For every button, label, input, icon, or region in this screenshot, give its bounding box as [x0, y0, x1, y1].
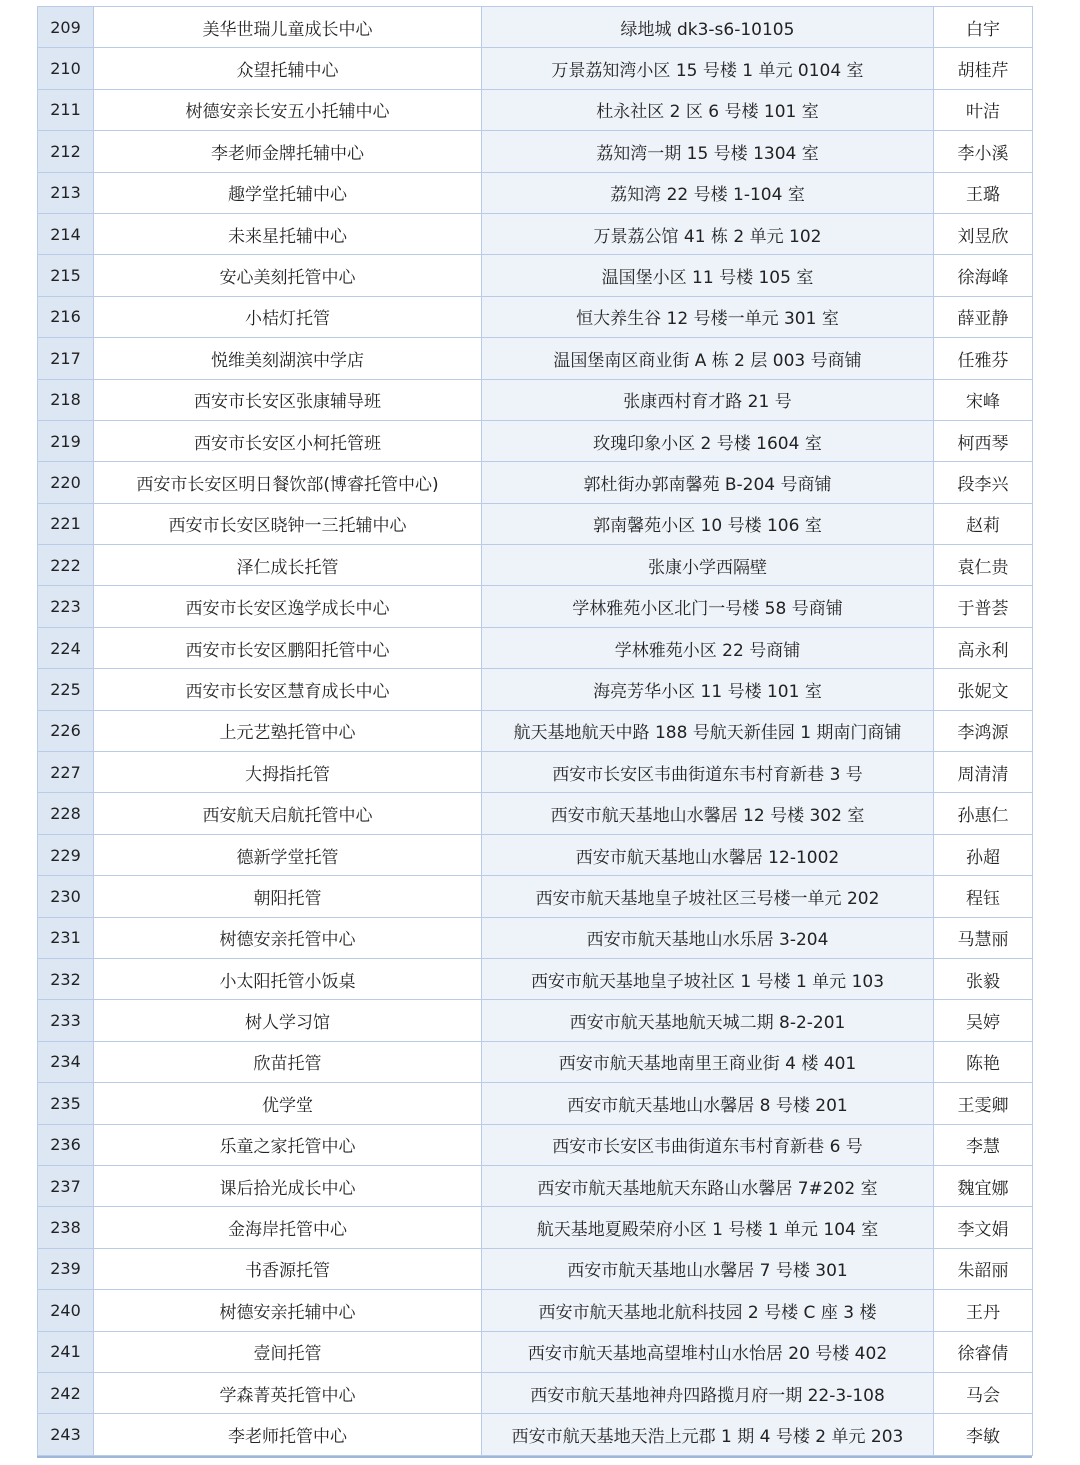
institution-address: 玫瑰印象小区 2 号楼 1604 室 [482, 420, 934, 461]
institution-name: 书香源托管 [94, 1248, 482, 1289]
table-row [38, 545, 1033, 586]
row-number: 219 [38, 420, 94, 461]
table-bottom-rule [37, 1456, 1032, 1458]
contact-person: 薛亚静 [934, 296, 1033, 337]
contact-person: 孙惠仁 [934, 793, 1033, 834]
institution-name: 美华世瑞儿童成长中心 [94, 7, 482, 48]
table-row [38, 462, 1033, 503]
row-number: 221 [38, 503, 94, 544]
institution-address: 万景荔知湾小区 15 号楼 1 单元 0104 室 [482, 48, 934, 89]
table-row [38, 48, 1033, 89]
contact-person: 周清清 [934, 752, 1033, 793]
institution-name: 优学堂 [94, 1083, 482, 1124]
institution-address: 西安市航天基地山水馨居 7 号楼 301 [482, 1248, 934, 1289]
contact-person: 李慧 [934, 1124, 1033, 1165]
contact-person: 张毅 [934, 958, 1033, 999]
table-row [38, 586, 1033, 627]
table-row [38, 710, 1033, 751]
table-row [38, 131, 1033, 172]
institution-name: 上元艺塾托管中心 [94, 710, 482, 751]
institution-name: 金海岸托管中心 [94, 1207, 482, 1248]
row-number: 241 [38, 1331, 94, 1372]
table-row [38, 172, 1033, 213]
institution-name: 泽仁成长托管 [94, 545, 482, 586]
row-number: 220 [38, 462, 94, 503]
institution-address: 西安市航天基地神舟四路揽月府一期 22-3-108 [482, 1372, 934, 1413]
row-number: 238 [38, 1207, 94, 1248]
table-row [38, 1207, 1033, 1248]
institution-address: 张康西村育才路 21 号 [482, 379, 934, 420]
institution-name: 悦维美刻湖滨中学店 [94, 338, 482, 379]
institution-name: 李老师金牌托辅中心 [94, 131, 482, 172]
institution-name: 壹间托管 [94, 1331, 482, 1372]
table-row [38, 1124, 1033, 1165]
row-number: 218 [38, 379, 94, 420]
institution-address: 西安市航天基地山水馨居 12 号楼 302 室 [482, 793, 934, 834]
table-row [38, 89, 1033, 130]
contact-person: 徐海峰 [934, 255, 1033, 296]
row-number: 210 [38, 48, 94, 89]
institution-name: 西安市长安区慧育成长中心 [94, 669, 482, 710]
institution-name: 树德安亲托辅中心 [94, 1290, 482, 1331]
contact-person: 王雯卿 [934, 1083, 1033, 1124]
institution-name: 德新学堂托管 [94, 834, 482, 875]
institution-address: 西安市航天基地北航科技园 2 号楼 C 座 3 楼 [482, 1290, 934, 1331]
institution-address: 学林雅苑小区 22 号商铺 [482, 627, 934, 668]
institution-address: 西安市航天基地山水馨居 12-1002 [482, 834, 934, 875]
row-number: 235 [38, 1083, 94, 1124]
row-number: 226 [38, 710, 94, 751]
table-row [38, 1331, 1033, 1372]
institution-address: 西安市航天基地山水馨居 8 号楼 201 [482, 1083, 934, 1124]
institution-address: 西安市长安区韦曲街道东韦村育新巷 3 号 [482, 752, 934, 793]
table-row [38, 420, 1033, 461]
table-row [38, 1290, 1033, 1331]
institution-address: 西安市航天基地皇子坡社区 1 号楼 1 单元 103 [482, 958, 934, 999]
institution-name: 乐童之家托管中心 [94, 1124, 482, 1165]
row-number: 222 [38, 545, 94, 586]
contact-person: 李鸿源 [934, 710, 1033, 751]
row-number: 228 [38, 793, 94, 834]
institution-name: 大拇指托管 [94, 752, 482, 793]
table-row [38, 917, 1033, 958]
table-row [38, 834, 1033, 875]
table-row [38, 255, 1033, 296]
institution-name: 西安市长安区逸学成长中心 [94, 586, 482, 627]
institution-address: 海亮芳华小区 11 号楼 101 室 [482, 669, 934, 710]
institution-name: 未来星托辅中心 [94, 213, 482, 254]
row-number: 239 [38, 1248, 94, 1289]
table-row [38, 1083, 1033, 1124]
institution-name: 欣苗托管 [94, 1041, 482, 1082]
table-row [38, 958, 1033, 999]
contact-person: 程钰 [934, 876, 1033, 917]
table-row [38, 1372, 1033, 1413]
contact-person: 朱韶丽 [934, 1248, 1033, 1289]
institution-name: 西安市长安区张康辅导班 [94, 379, 482, 420]
row-number: 224 [38, 627, 94, 668]
row-number: 231 [38, 917, 94, 958]
row-number: 216 [38, 296, 94, 337]
institution-address: 荔知湾 22 号楼 1-104 室 [482, 172, 934, 213]
institution-address: 西安市航天基地皇子坡社区三号楼一单元 202 [482, 876, 934, 917]
contact-person: 李文娟 [934, 1207, 1033, 1248]
contact-person: 徐睿倩 [934, 1331, 1033, 1372]
contact-person: 王璐 [934, 172, 1033, 213]
row-number: 223 [38, 586, 94, 627]
institution-name: 西安市长安区小柯托管班 [94, 420, 482, 461]
institution-address: 西安市航天基地南里王商业街 4 楼 401 [482, 1041, 934, 1082]
institution-address: 恒大养生谷 12 号楼一单元 301 室 [482, 296, 934, 337]
row-number: 237 [38, 1165, 94, 1206]
contact-person: 赵莉 [934, 503, 1033, 544]
contact-person: 陈艳 [934, 1041, 1033, 1082]
table-row [38, 213, 1033, 254]
institution-name: 树德安亲长安五小托辅中心 [94, 89, 482, 130]
table-row [38, 379, 1033, 420]
contact-person: 白宇 [934, 7, 1033, 48]
institution-name: 西安市长安区晓钟一三托辅中心 [94, 503, 482, 544]
contact-person: 李敏 [934, 1414, 1033, 1455]
row-number: 240 [38, 1290, 94, 1331]
institution-name: 朝阳托管 [94, 876, 482, 917]
row-number: 227 [38, 752, 94, 793]
table-row [38, 503, 1033, 544]
institution-name: 众望托辅中心 [94, 48, 482, 89]
institution-name: 小太阳托管小饭桌 [94, 958, 482, 999]
table-row [38, 1248, 1033, 1289]
table-row [38, 296, 1033, 337]
row-number: 242 [38, 1372, 94, 1413]
institution-name: 学森菁英托管中心 [94, 1372, 482, 1413]
table-row [38, 627, 1033, 668]
row-number: 230 [38, 876, 94, 917]
institution-address: 航天基地航天中路 188 号航天新佳园 1 期南门商铺 [482, 710, 934, 751]
institution-table-container [37, 6, 1032, 1456]
contact-person: 吴婷 [934, 1000, 1033, 1041]
table-row [38, 7, 1033, 48]
institution-name: 树人学习馆 [94, 1000, 482, 1041]
contact-person: 袁仁贵 [934, 545, 1033, 586]
contact-person: 柯西琴 [934, 420, 1033, 461]
table-row [38, 1165, 1033, 1206]
institution-address: 荔知湾一期 15 号楼 1304 室 [482, 131, 934, 172]
table-row [38, 793, 1033, 834]
institution-address: 温国堡小区 11 号楼 105 室 [482, 255, 934, 296]
table-row [38, 669, 1033, 710]
institution-name: 西安航天启航托管中心 [94, 793, 482, 834]
row-number: 213 [38, 172, 94, 213]
row-number: 209 [38, 7, 94, 48]
row-number: 215 [38, 255, 94, 296]
institution-name: 小桔灯托管 [94, 296, 482, 337]
institution-table [37, 6, 1033, 1456]
row-number: 232 [38, 958, 94, 999]
contact-person: 叶洁 [934, 89, 1033, 130]
table-body [38, 7, 1033, 1456]
contact-person: 段李兴 [934, 462, 1033, 503]
contact-person: 胡桂芹 [934, 48, 1033, 89]
row-number: 234 [38, 1041, 94, 1082]
institution-name: 李老师托管中心 [94, 1414, 482, 1455]
row-number: 214 [38, 213, 94, 254]
institution-name: 树德安亲托管中心 [94, 917, 482, 958]
institution-address: 西安市长安区韦曲街道东韦村育新巷 6 号 [482, 1124, 934, 1165]
institution-address: 航天基地夏殿荣府小区 1 号楼 1 单元 104 室 [482, 1207, 934, 1248]
institution-address: 万景荔公馆 41 栋 2 单元 102 [482, 213, 934, 254]
row-number: 229 [38, 834, 94, 875]
institution-address: 西安市航天基地山水乐居 3-204 [482, 917, 934, 958]
row-number: 236 [38, 1124, 94, 1165]
row-number: 212 [38, 131, 94, 172]
table-row [38, 1041, 1033, 1082]
contact-person: 王丹 [934, 1290, 1033, 1331]
contact-person: 马慧丽 [934, 917, 1033, 958]
table-row [38, 338, 1033, 379]
contact-person: 宋峰 [934, 379, 1033, 420]
contact-person: 任雅芬 [934, 338, 1033, 379]
institution-name: 趣学堂托辅中心 [94, 172, 482, 213]
institution-address: 杜永社区 2 区 6 号楼 101 室 [482, 89, 934, 130]
institution-address: 西安市航天基地高望堆村山水怡居 20 号楼 402 [482, 1331, 934, 1372]
row-number: 233 [38, 1000, 94, 1041]
institution-name: 西安市长安区鹏阳托管中心 [94, 627, 482, 668]
institution-name: 安心美刻托管中心 [94, 255, 482, 296]
row-number: 211 [38, 89, 94, 130]
table-row [38, 1414, 1033, 1455]
row-number: 217 [38, 338, 94, 379]
table-row [38, 1000, 1033, 1041]
row-number: 243 [38, 1414, 94, 1455]
contact-person: 刘昱欣 [934, 213, 1033, 254]
contact-person: 马会 [934, 1372, 1033, 1413]
table-row [38, 752, 1033, 793]
institution-name: 课后拾光成长中心 [94, 1165, 482, 1206]
contact-person: 魏宜娜 [934, 1165, 1033, 1206]
contact-person: 高永利 [934, 627, 1033, 668]
institution-address: 温国堡南区商业街 A 栋 2 层 003 号商铺 [482, 338, 934, 379]
institution-address: 西安市航天基地航天城二期 8-2-201 [482, 1000, 934, 1041]
institution-address: 学林雅苑小区北门一号楼 58 号商铺 [482, 586, 934, 627]
institution-name: 西安市长安区明日餐饮部(博睿托管中心) [94, 462, 482, 503]
contact-person: 孙超 [934, 834, 1033, 875]
institution-address: 绿地城 dk3-s6-10105 [482, 7, 934, 48]
institution-address: 张康小学西隔壁 [482, 545, 934, 586]
contact-person: 于普荟 [934, 586, 1033, 627]
institution-address: 西安市航天基地航天东路山水馨居 7#202 室 [482, 1165, 934, 1206]
table-row [38, 876, 1033, 917]
row-number: 225 [38, 669, 94, 710]
contact-person: 张妮文 [934, 669, 1033, 710]
contact-person: 李小溪 [934, 131, 1033, 172]
institution-address: 郭南馨苑小区 10 号楼 106 室 [482, 503, 934, 544]
institution-address: 郭杜街办郭南馨苑 B-204 号商铺 [482, 462, 934, 503]
institution-address: 西安市航天基地天浩上元郡 1 期 4 号楼 2 单元 203 [482, 1414, 934, 1455]
